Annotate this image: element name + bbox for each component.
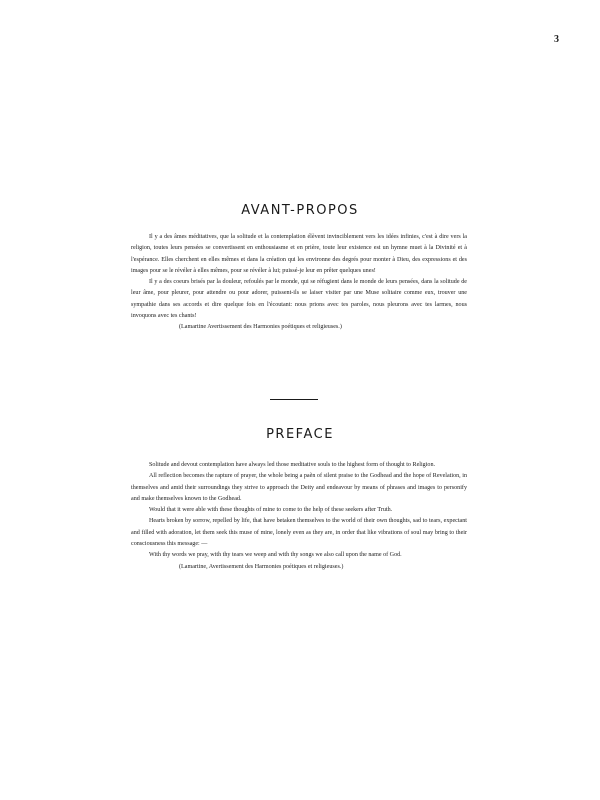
preface-paragraph: With thy words we pray, with thy tears we weep and with thy songs we also call upon the name of God. [149, 552, 402, 559]
preface-paragraph: Solitude and devout contemplation have always led those meditative souls to the highest form of thought to Religion. [149, 462, 436, 468]
preface-body [131, 460, 467, 573]
avant-propos-paragraph: Il y a des âmes méditatives, que la solitude et la contemplation élèvent invinciblement vers les idées infinies, c'est à dire vers la religion, toutes leurs pensées se convertissent en enthousiasme et en prière, toute leur existence est un hymne muet à la Divinité et à l'espérance. Elles cherchent en elles mêmes et dans la création qui les environne des degrés pour monter à Dieu, des expressions et des images pour se le révéler à elles mêmes, pour se révéler à lui; puissé-je leur en prêter quelques unes! [131, 234, 467, 274]
preface-attribution: (Lamartine, Avertissement des Harmonies poétiques et religieuses.) [179, 563, 344, 570]
section-divider [270, 399, 318, 400]
avant-propos-attribution: (Lamartine Avertissement des Harmonies poétiques et religieuses.) [179, 324, 342, 331]
preface-paragraph: Hearts broken by sorrow, repelled by life, that have betaken themselves to the world of their own thoughts, sad to tears, expectant and filled with adoration, let them seek this muse of mine, lonely even as they are, in order that like vibrations of soul may bring to their consciousness this message: — [131, 518, 467, 548]
avant-propos-paragraph: Il y a des coeurs brisés par la douleur, refoulés par le monde, qui se réfugient dans le monde de leurs pensées, dans la solitude de leur âme, pour pleurer, pour attendre ou pour adorer, puissent-ils se laiser visiter par une Muse solitaire comme eux, trouver une sympathie dans ses accords et dire quelque fois en l'écoutant: nous prions avec tes paroles, nous pleurons avec tes larmes, nous invoquons avec tes chants! [131, 279, 467, 320]
page-number: 3 [554, 34, 559, 45]
avant-propos-title: AVANT-PROPOS [241, 203, 359, 218]
preface-paragraph: All reflection becomes the rapture of prayer, the whole being a paẽn of silent praise to the Godhead and the hope of Revelation, in themselves and amid their surroundings they strive to approach the Deity and endeavour by means of phrases and images to personify and make themselves known to the Godhead. [131, 473, 467, 502]
avant-propos-body [131, 232, 467, 333]
preface-paragraph: Would that it were able with these thoughts of mine to come to the help of these seekers after Truth. [149, 507, 393, 514]
preface-title: PREFACE [266, 427, 334, 442]
